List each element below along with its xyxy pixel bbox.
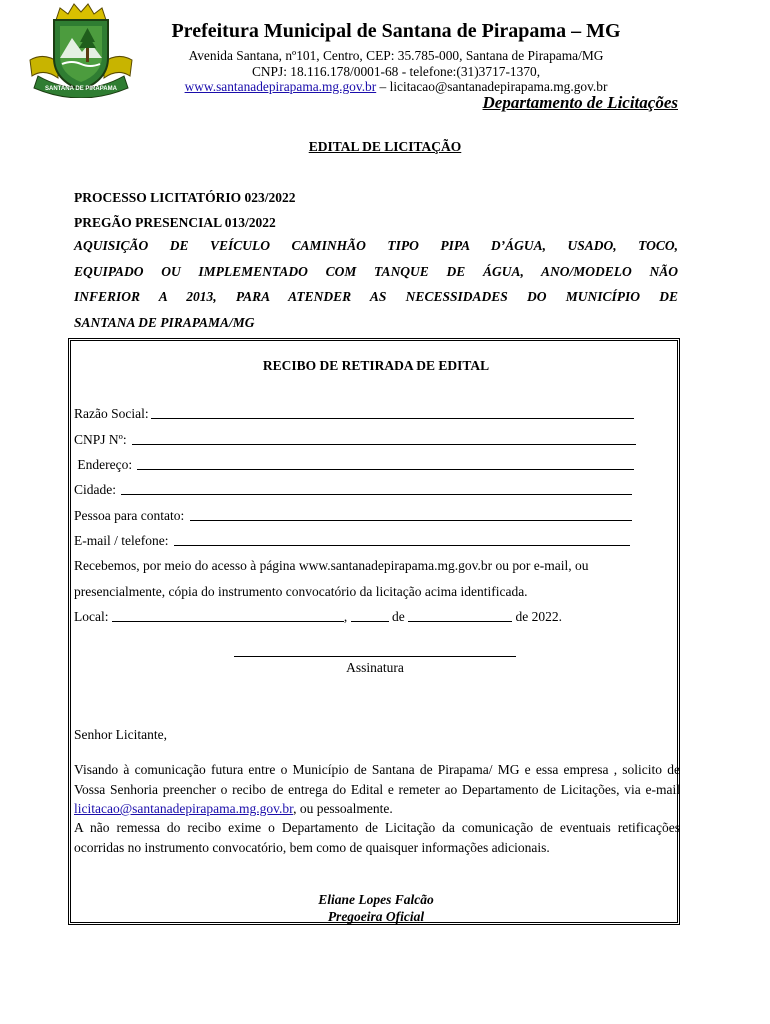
- receipt-statement-line: presencialmente, cópia do instrumento convocatório da licitação acima identificada.: [74, 584, 528, 599]
- endereco-line[interactable]: [137, 469, 634, 470]
- cidade-line[interactable]: [121, 494, 632, 495]
- cnpj-label: CNPJ Nº:: [74, 432, 130, 447]
- local-date-line: [74, 609, 562, 625]
- notice-paragraph-2: A não remessa do recibo exime o Departamento de Licitação da comunicação de eventuais retificações ocorridas no instrumento convocatório, bem como de quaisquer informações adicionais.: [74, 820, 680, 855]
- day-blank[interactable]: [351, 621, 389, 622]
- header-address: Avenida Santana, nº101, Centro, CEP: 35.785-000, Santana de Pirapama/MG: [188, 48, 604, 63]
- contato-field[interactable]: [74, 508, 632, 524]
- month-blank[interactable]: [408, 621, 512, 622]
- email-phone-field[interactable]: [74, 533, 630, 549]
- bid-object-line: INFERIOR A 2013, PARA ATENDER AS NECESSIDADES DO MUNICÍPIO DE: [74, 289, 678, 305]
- pregao-number: PREGÃO PRESENCIAL 013/2022: [74, 215, 276, 230]
- signature-line[interactable]: [234, 656, 516, 657]
- local-de: de: [388, 609, 409, 624]
- notice-paragraph-1-end: , ou pessoalmente.: [293, 801, 393, 816]
- bid-object-line: SANTANA DE PIRAPAMA/MG: [74, 314, 255, 330]
- razao-social-line[interactable]: [151, 418, 634, 419]
- notice-paragraph-1: [74, 760, 680, 819]
- year-text: de 2022.: [512, 609, 562, 624]
- header-title: Prefeitura Municipal de Santana de Pirapama – MG: [171, 20, 621, 42]
- signer-role: Pregoeira Oficial: [327, 909, 425, 924]
- header-cnpj-phone: CNPJ: 18.116.178/0001-68 - telefone:(31)3717-1370,: [251, 64, 541, 79]
- crest-banner-text: SANTANA DE PIRAPAMA: [45, 86, 117, 92]
- endereco-label: Endereço:: [74, 457, 136, 472]
- receipt-statement-line: Recebemos, por meio do acesso à página www.santanadepirapama.mg.gov.br ou por e-mail, ou: [74, 558, 589, 573]
- email-link[interactable]: licitacao@santanadepirapama.mg.gov.br: [74, 801, 294, 816]
- notice-greeting: Senhor Licitante,: [74, 727, 167, 742]
- signer-name: Eliane Lopes Falcão: [318, 892, 434, 907]
- receipt-title: RECIBO DE RETIRADA DE EDITAL: [262, 358, 490, 373]
- cnpj-field[interactable]: [74, 432, 636, 448]
- bid-object-line: EQUIPADO OU IMPLEMENTADO COM TANQUE DE ÁGUA, ANO/MODELO NÃO: [74, 263, 678, 279]
- razao-social-field[interactable]: [74, 406, 634, 422]
- department-title: Departamento de Licitações: [482, 93, 678, 112]
- contato-label: Pessoa para contato:: [74, 508, 188, 523]
- razao-social-label: Razão Social:: [74, 406, 149, 421]
- document-title: EDITAL DE LICITAÇÃO: [308, 139, 462, 154]
- municipal-crest-logo: [24, 2, 138, 98]
- website-link[interactable]: www.santanadepirapama.mg.gov.br: [184, 79, 377, 94]
- header-email: – licitacao@santanadepirapama.mg.gov.br: [376, 79, 608, 94]
- local-label: Local:: [74, 609, 112, 624]
- endereco-field[interactable]: [74, 457, 634, 473]
- local-comma: ,: [343, 609, 351, 624]
- email-phone-line[interactable]: [174, 545, 630, 546]
- cnpj-line[interactable]: [132, 444, 636, 445]
- contato-line[interactable]: [190, 520, 632, 521]
- email-phone-label: E-mail / telefone:: [74, 533, 172, 548]
- signature-label: Assinatura: [346, 660, 404, 675]
- bid-object: [74, 233, 678, 335]
- processo-number: PROCESSO LICITATÓRIO 023/2022: [74, 190, 296, 205]
- bid-object-line: AQUISIÇÃO DE VEÍCULO CAMINHÃO TIPO PIPA D’ÁGUA, USADO, TOCO,: [74, 238, 678, 253]
- notice-paragraph-1-text: Visando à comunicação futura entre o Município de Santana de Pirapama/ MG e essa empresa , solicito de Vossa Senhoria preencher o recibo de entrega do Edital e remeter ao Departamento de Licitações, via e-mail: [74, 762, 680, 797]
- local-blank[interactable]: [112, 621, 344, 622]
- cidade-label: Cidade:: [74, 482, 120, 497]
- cidade-field[interactable]: [74, 482, 632, 498]
